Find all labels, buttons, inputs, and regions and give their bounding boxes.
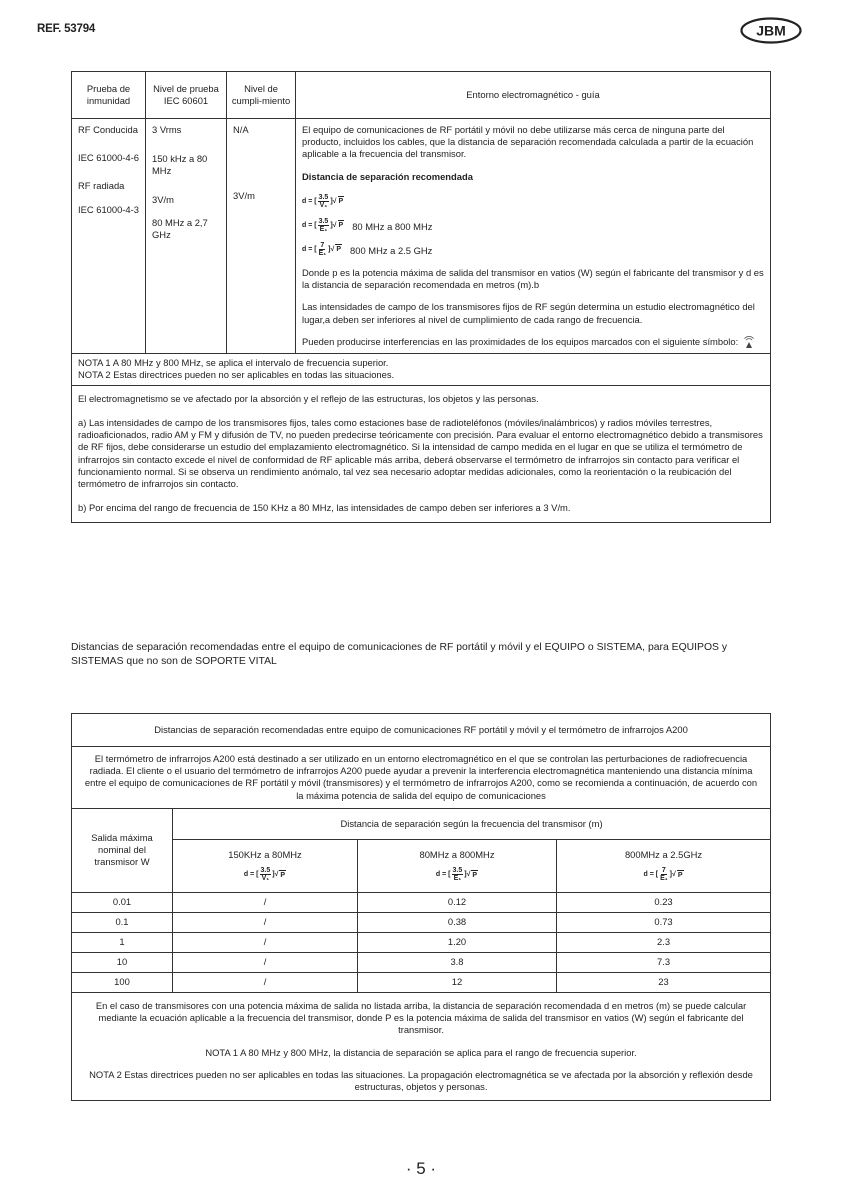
footnote-b: b) Por encima del rango de frecuencia de 150 KHz a 80 MHz, las intensidades de campo deben ser inferiores a 3 V/m. [78, 502, 571, 514]
power-cell: 100 [72, 972, 173, 992]
table-row [72, 892, 771, 912]
table2-footer [72, 992, 771, 1100]
conducted-compliance: N/A [233, 124, 249, 135]
distance-cell: 3.8 [358, 952, 557, 972]
table2-formula-2: d = [ $\frac{3.5}{\text{E₁}}$ ]√ P [435, 867, 478, 883]
compliance-cell [227, 119, 296, 354]
formula-2: d = [ $\frac{3.5}{\text{E₁}}$ ]√ P [302, 217, 344, 233]
env-field: Las intensidades de campo de los transmisores fijos de RF según determina un estudio electromagnético del lugar,a deben ser inferiores al nivel de cumplimiento de cada rango de frecuencia. [302, 301, 755, 325]
env-where: Donde p es la potencia máxima de salida del transmisor en vatios (W) según el fabricante del transmisor y d es la distancia de separación recomendada en metros (m).b [302, 266, 764, 291]
rf-radiated-label: RF radiada [78, 180, 125, 192]
distance-cell: / [173, 952, 358, 972]
distance-cell: 7.3 [557, 952, 771, 972]
iec-61000-4-6-label: IEC 61000-4-6 [78, 152, 139, 164]
table2-formula-1: d = [ $\frac{3.5}{\text{V₁}}$ ]√ P [243, 867, 286, 883]
footnote-absorption: El electromagnetismo se ve afectado por la absorción y el reflejo de las estructuras, los objetos y las personas. [78, 392, 539, 404]
page-number: · 5 · [405, 1159, 437, 1178]
radiated-range: 80 MHz a 2,7 GHz [152, 216, 208, 241]
power-cell: 1 [72, 932, 173, 952]
power-cell: 0.01 [72, 892, 173, 912]
rf-warning-icon [742, 336, 756, 348]
test-level-cell [146, 119, 227, 354]
footer-note-1: NOTA 1 A 80 MHz y 800 MHz, la distancia de separación se aplica para el rango de frecuencia superior. [205, 1046, 637, 1058]
distance-cell: 23 [557, 972, 771, 992]
table-row [72, 912, 771, 932]
table-row [72, 972, 771, 992]
footer-calculation: En el caso de transmisores con una potencia máxima de salida no listada arriba, la distancia de separación recomendada d en metros (m) se puede calcular mediante la ecuación aplicable a la frecuencia del transmisor, donde P es la potencia máxima de salida del transmisor en vatios (W) según el fabricante del transmisor. [95, 999, 747, 1036]
power-cell: 10 [72, 952, 173, 972]
header-compliance-level: Nivel de cumpli-miento [227, 72, 296, 119]
formula-1: d = [ $\frac{3.5}{\text{V₁}}$ ]√ P [302, 193, 344, 209]
formula-row-1 [302, 187, 764, 209]
conducted-level: 3 Vrms [152, 124, 182, 135]
header-iec-test-level: Nivel de prueba IEC 60601 [146, 72, 227, 119]
distance-cell: / [173, 932, 358, 952]
power-header: Salida máxima nominal del transmisor W [72, 808, 173, 892]
distance-cell: 0.12 [358, 892, 557, 912]
distance-cell: / [173, 912, 358, 932]
freq-header-1: 150KHz a 80MHz d = [ $\frac{3.5}{\text{V₁}}$ ]√ P [173, 839, 358, 892]
table2-title: Distancias de separación recomendadas entre equipo de comunicaciones RF portátil y móvil y el termómetro de infrarrojos A200 [72, 714, 771, 747]
footnote-a: a) Las intensidades de campo de los transmisores fijos, tales como estaciones base de radioteléfonos (móviles/inalámbricos) y radios móviles terrestres, radioaficionados, radio AM y FM y difusión de TV, no pueden predecirse teóricamente con precisión. Para evaluar el entorno electromagnético debido a transmisores de RF fijos, debe considerarse un estudio del emplazamiento electromagnético. Si la intensidad de campo medida en el lugar en que se utiliza el termómetro de infrarrojos sin contacto excede el nivel de conformidad de RF aplicable más arriba, deberá observarse el termómetro de infrarrojos sin contacto para verificar el funcionamiento normal. Si se observa un rendimiento anómalo, tal vez sea necesario adoptar medidas adicionales, como la reorientación o la reubicación del termómetro de infrarrojos sin contacto. [78, 416, 763, 490]
formula-3: d = [ $\frac{7}{\text{E₁}}$ ]√ P [302, 241, 342, 257]
environment-guide-cell [296, 119, 771, 354]
header-environment-guide: Entorno electromagnético - guía [296, 72, 771, 119]
env-interference: Pueden producirse interferencias en las proximidades de los equipos marcados con el siguiente símbolo: [302, 336, 764, 349]
distance-cell: 1.20 [358, 932, 557, 952]
table-row [72, 932, 771, 952]
freq-header-2: 80MHz a 800MHz d = [ $\frac{3.5}{\text{E₁}}$ ]√ P [358, 839, 557, 892]
table2-formula-3: d = [ $\frac{7}{\text{E₁}}$ ]√ P [643, 867, 683, 883]
footer-note-2: NOTA 2 Estas directrices pueden no ser aplicables en todas las situaciones. La propagación electromagnética se ve afectada por la absorción y reflexión desde estructuras, objetos y personas. [89, 1068, 753, 1092]
distance-header: Distancia de separación según la frecuencia del transmisor (m) [173, 808, 771, 839]
notes-cell [72, 354, 771, 385]
section-heading: Distancias de separación recomendadas entre el equipo de comunicaciones de RF portátil y móvil y el EQUIPO o SISTEMA, para EQUIPOS y SISTEMAS que no son de SOPORTE VITAL [71, 642, 728, 667]
distance-title: Distancia de separación recomendada [302, 170, 473, 182]
power-cell: 0.1 [72, 912, 173, 932]
footnotes-cell [72, 385, 771, 523]
distance-cell: / [173, 892, 358, 912]
immunity-test-cell [72, 119, 146, 354]
brand-text: JBM [756, 22, 786, 39]
distance-cell: 0.73 [557, 912, 771, 932]
freq-header-3: 800MHz a 2.5GHz d = [ $\frac{7}{\text{E₁}}$ ]√ P [557, 839, 771, 892]
iec-61000-4-3-label: IEC 61000-4-3 [78, 203, 139, 215]
note-1: NOTA 1 A 80 MHz y 800 MHz, se aplica el intervalo de frecuencia superior. [78, 357, 389, 369]
radiated-compliance: 3V/m [233, 190, 255, 202]
note-2: NOTA 2 Estas directrices pueden no ser aplicables en todas las situaciones. [78, 369, 395, 381]
range-800-2500: 800 MHz a 2.5 GHz [350, 244, 433, 256]
distance-cell: 0.38 [358, 912, 557, 932]
separation-distance-table [71, 713, 771, 1101]
range-80-800: 80 MHz a 800 MHz [352, 220, 433, 232]
rf-conducted-label: RF Conducida [78, 124, 138, 135]
header-immunity-test: Prueba de inmunidad [72, 72, 146, 119]
distance-cell: / [173, 972, 358, 992]
reference-number: REF. 53794 [37, 23, 96, 35]
conducted-range: 150 kHz a 80 MHz [152, 153, 208, 177]
distance-cell: 12 [358, 972, 557, 992]
radiated-level: 3V/m [152, 193, 174, 205]
env-intro: El equipo de comunicaciones de RF portátil y móvil no debe utilizarse más cerca de ninguna parte del producto, incluidos los cables, que la distancia de separación recomendada calculada a partir de la ecuación aplicable a la frecuencia del transmisor. [302, 124, 754, 160]
table-row [72, 952, 771, 972]
immunity-table [71, 71, 771, 523]
distance-cell: 2.3 [557, 932, 771, 952]
jbm-logo [740, 17, 802, 44]
formula-row-2 [302, 211, 764, 233]
formula-row-3 [302, 235, 764, 257]
table2-intro: El termómetro de infrarrojos A200 está destinado a ser utilizado en un entorno electromagnético en el que se controlan las perturbaciones de radiofrecuencia radiada. El cliente o el usuario del termómetro de infrarrojos A200 puede ayudar a prevenir la interferencia electromagnética manteniendo una distancia mínima entre el equipo de comunicaciones de RF portátil y móvil (transmisores) y el termómetro de infrarrojos A200, como se recomienda a continuación, de acuerdo con la máxima potencia de salida del equipo de comunicaciones [72, 747, 771, 809]
distance-cell: 0.23 [557, 892, 771, 912]
